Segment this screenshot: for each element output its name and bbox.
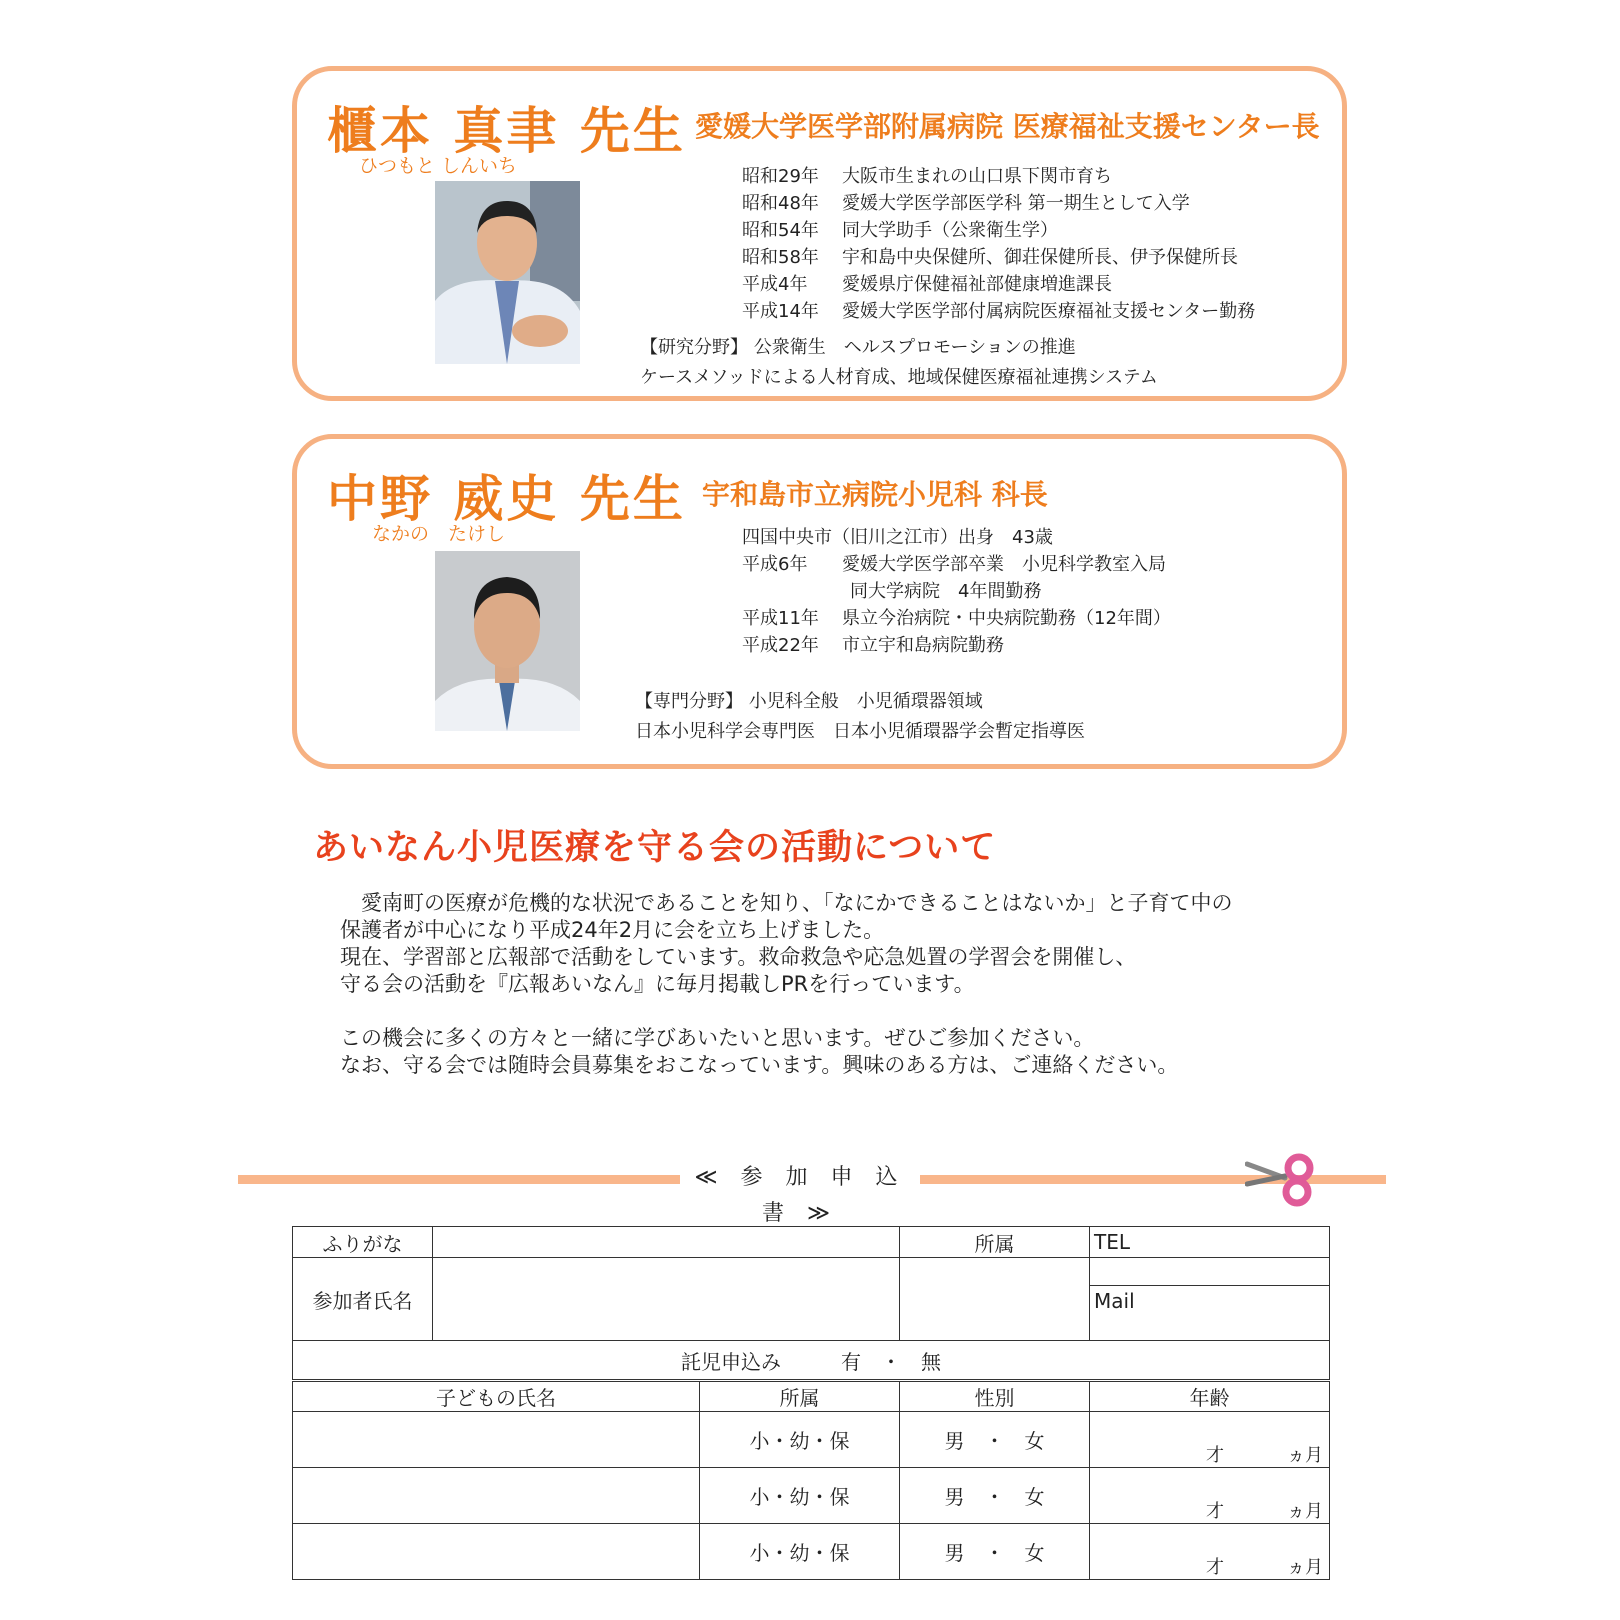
months-label: ヵ月 [1287,1501,1323,1522]
career-item: 同大学病院 4年間勤務 [850,581,1042,602]
career-item: 平成4年 愛媛県庁保健福祉部健康増進課長 [742,274,1112,295]
research-field [640,333,1158,393]
child-name-header: 子どもの氏名 [293,1381,700,1412]
participant-name-field[interactable] [433,1258,900,1341]
doctor-name: 中野 威史 先生 [327,470,686,528]
age-field[interactable] [1090,1412,1330,1468]
participant-label: 参加者氏名 [293,1258,433,1341]
months-label: ヵ月 [1287,1445,1323,1466]
childcare-row[interactable] [293,1341,1330,1381]
doctor-card-1 [292,66,1347,401]
activity-title: あいなん小児医療を守る会の活動について [313,828,997,868]
years-label: 才 [1206,1557,1224,1578]
doctor-photo [435,551,580,731]
field-line: ケースメソッドによる人材育成、地域保健医療福祉連携システム [640,367,1158,388]
specialty-field [635,687,1085,747]
doctor-card-2 [292,434,1347,769]
child-name-field[interactable] [293,1412,700,1468]
mail-label: Mail [1094,1289,1135,1313]
career-item: 平成14年 愛媛大学医学部付属病院医療福祉支援センター勤務 [742,301,1256,322]
age-header: 年齢 [1090,1381,1330,1412]
doctor-kana: ひつもと しんいち [359,155,518,177]
paragraph-line: なお、守る会では随時会員募集をおこなっています。興味のある方は、ご連絡ください。 [340,1053,1179,1077]
age-field[interactable] [1090,1524,1330,1580]
paragraph-line: この機会に多くの方々と一緒に学びあいたいと思います。ぜひご参加ください。 [340,1026,1095,1050]
paragraph-line: 現在、学習部と広報部で活動をしています。救命救急や応急処置の学習会を開催し、 [340,945,1137,969]
affiliation-field[interactable] [900,1258,1090,1341]
years-label: 才 [1206,1501,1224,1522]
field-line: 【専門分野】 小児科全般 小児循環器領域 [635,691,983,712]
age-field[interactable] [1090,1468,1330,1524]
gender-options[interactable]: 男 ・ 女 [900,1468,1090,1524]
childcare-label: 託児申込み 有 ・ 無 [681,1349,941,1374]
career-item: 平成6年 愛媛大学医学部卒業 小児科学教室入局 [742,554,1166,575]
career-item: 平成22年 市立宇和島病院勤務 [742,635,1004,656]
scissors-icon [1245,1150,1315,1208]
career-list [742,163,1255,325]
paragraph-line: 愛南町の医療が危機的な状況であることを知り、「なにかできることはないか」と子育て中の [340,891,1233,915]
mail-field[interactable] [1090,1286,1330,1341]
doctor-name: 櫃本 真聿 先生 [327,102,686,160]
years-label: 才 [1206,1445,1224,1466]
field-line: 日本小児科学会専門医 日本小児循環器学会暫定指導医 [635,721,1085,742]
doctor-photo [435,181,580,364]
child-affiliation-options[interactable]: 小・幼・保 [700,1524,900,1580]
career-item: 昭和54年 同大学助手（公衆衛生学） [742,220,1058,241]
child-affiliation-options[interactable]: 小・幼・保 [700,1468,900,1524]
months-label: ヵ月 [1287,1557,1323,1578]
furigana-field[interactable] [433,1227,900,1258]
paragraph-line: 保護者が中心になり平成24年2月に会を立ち上げました。 [340,918,885,942]
doctor-kana: なかの たけし [372,523,506,545]
gender-options[interactable]: 男 ・ 女 [900,1524,1090,1580]
form-heading: ≪ 参 加 申 込 書 ≫ [680,1160,920,1196]
child-name-field[interactable] [293,1468,700,1524]
activity-body [340,890,1233,1079]
field-line: 【研究分野】 公衆衛生 ヘルスプロモーションの推進 [640,337,1076,358]
gender-options[interactable]: 男 ・ 女 [900,1412,1090,1468]
tel-field[interactable] [1090,1227,1330,1258]
paragraph-line: 守る会の活動を『広報あいなん』に毎月掲載しPRを行っています。 [340,972,975,996]
affiliation-label: 所属 [900,1227,1090,1258]
doctor-affiliation: 宇和島市立病院小児科 科長 [702,478,1048,511]
career-item: 昭和58年 宇和島中央保健所、御荘保健所長、伊予保健所長 [742,247,1238,268]
furigana-label: ふりがな [293,1227,433,1258]
tel-field-cont[interactable] [1090,1258,1330,1286]
doctor-affiliation: 愛媛大学医学部附属病院 医療福祉支援センター長 [695,110,1320,143]
career-item: 平成11年 県立今治病院・中央病院勤務（12年間） [742,608,1171,629]
career-item: 昭和48年 愛媛大学医学部医学科 第一期生として入学 [742,193,1190,214]
career-list [742,524,1171,659]
career-item: 昭和29年 大阪市生まれの山口県下関市育ち [742,166,1112,187]
tel-label: TEL [1094,1230,1130,1254]
child-affiliation-options[interactable]: 小・幼・保 [700,1412,900,1468]
application-form [292,1226,1330,1580]
child-affiliation-header: 所属 [700,1381,900,1412]
gender-header: 性別 [900,1381,1090,1412]
career-item: 四国中央市（旧川之江市）出身 43歳 [742,527,1053,548]
child-name-field[interactable] [293,1524,700,1580]
